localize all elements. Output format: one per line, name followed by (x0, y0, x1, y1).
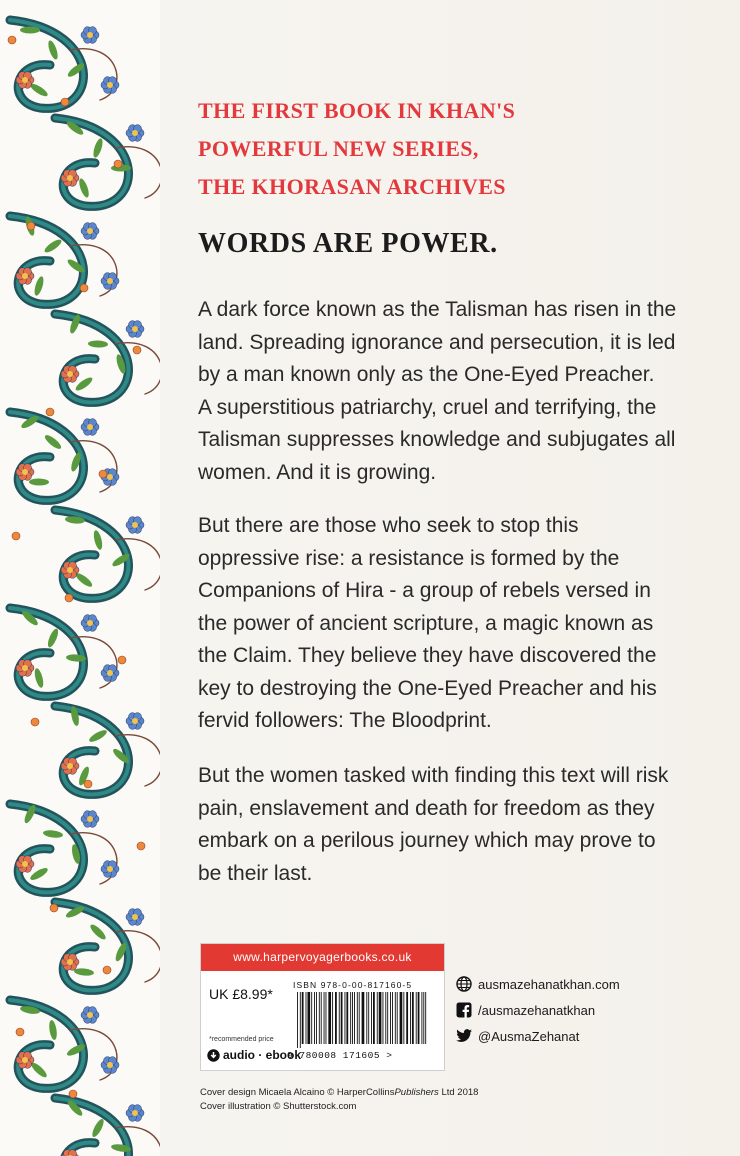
bud (99, 470, 107, 478)
barcode-bar (410, 992, 411, 1044)
blurb-line: But there are those who seek to stop this (198, 514, 579, 537)
flower (101, 77, 119, 94)
barcode-bar (387, 992, 388, 1044)
flower (16, 1052, 34, 1069)
bud (46, 408, 54, 416)
barcode-bar (346, 992, 348, 1044)
barcode-bar (307, 992, 310, 1044)
blurb-paragraph-2 (198, 510, 718, 738)
barcode-bar (319, 992, 320, 1044)
flower (101, 1057, 119, 1074)
barcode-bar (416, 992, 417, 1044)
flower (61, 758, 79, 775)
blurb-line: by a man known only as the One-Eyed Preacher. (198, 363, 655, 386)
barcode-bar (354, 992, 355, 1044)
bud (8, 36, 16, 44)
credit-suffix: Ltd 2018 (438, 1087, 479, 1098)
flower (126, 909, 144, 926)
facebook-icon (456, 1002, 472, 1018)
bud (27, 222, 35, 230)
blurb-line: the Claim. They believe they have discovered the (198, 644, 657, 667)
formats-label (207, 1048, 301, 1062)
barcode (297, 992, 437, 1048)
barcode-bar (395, 992, 396, 1044)
social-website (456, 976, 620, 992)
facebook-text: /ausmazehanatkhan (478, 1002, 596, 1018)
bud (12, 532, 20, 540)
blurb-line: A dark force known as the Talisman has risen in the (198, 298, 677, 321)
blurb-line: fervid followers: The Bloodprint. (198, 709, 492, 732)
bud (103, 966, 111, 974)
flower (126, 125, 144, 142)
barcode-number: 9 780008 171605 > (287, 1050, 393, 1061)
tagline-line: THE FIRST BOOK IN KHAN'S (198, 98, 516, 123)
flower (81, 615, 99, 632)
blurb-line: land. Spreading ignorance and persecution, it is led (198, 330, 676, 354)
blurb-line: pain, enslavement and death for freedom as they (198, 796, 655, 820)
blurb-paragraph-1 (198, 294, 718, 489)
social-twitter (456, 1028, 579, 1044)
flower (16, 72, 34, 89)
bud (61, 98, 69, 106)
barcode-bar (300, 992, 301, 1048)
floral-border-illustration (0, 0, 160, 1156)
flower (126, 713, 144, 730)
flower (81, 223, 99, 240)
blurb-line: A superstitious patriarchy, cruel and terrifying, the (198, 395, 657, 419)
blurb-line: But the women tasked with finding this text will risk (198, 764, 669, 787)
globe-icon (456, 976, 472, 992)
bud (50, 904, 58, 912)
barcode-bar (314, 992, 315, 1044)
barcode-bar (418, 992, 420, 1044)
blurb-line: embark on a perilous journey which may prove to (198, 829, 656, 852)
blurb-line: Talisman suppresses knowledge and subjugates all (198, 428, 676, 451)
flower (126, 1105, 144, 1122)
flower (61, 562, 79, 579)
bud (16, 1028, 24, 1036)
bud (65, 594, 73, 602)
barcode-bar (390, 992, 391, 1044)
bud (80, 284, 88, 292)
flower (101, 273, 119, 290)
barcode-bar (316, 992, 317, 1044)
barcode-bar (345, 992, 346, 1044)
blurb-line: be their last. (198, 861, 313, 885)
barcode-bar (328, 992, 331, 1044)
barcode-bar (311, 992, 312, 1044)
leaf (20, 27, 40, 34)
credit-prefix: Cover design Micaela Alcaino © HarperCollins (200, 1087, 395, 1098)
barcode-bar (326, 992, 327, 1044)
twitter-bird-icon (456, 1028, 472, 1044)
flower (81, 419, 99, 436)
bud (137, 842, 145, 850)
barcode-bar (397, 992, 398, 1044)
barcode-bar (359, 992, 360, 1044)
bud (69, 1090, 77, 1098)
flower (16, 856, 34, 873)
publisher-url: www.harpervoyagerbooks.co.uk (201, 944, 444, 971)
isbn-label: ISBN 978-0-00-817160-5 (293, 980, 413, 990)
flower (101, 665, 119, 682)
bud (133, 346, 141, 354)
barcode-bar (412, 992, 414, 1044)
flower (16, 268, 34, 285)
bud (84, 780, 92, 788)
blurb-line: women. And it is growing. (198, 460, 437, 484)
flower (81, 811, 99, 828)
blurb-paragraph-3 (198, 760, 718, 890)
cover-credit-illustration: Cover illustration © Shutterstock.com (200, 1101, 357, 1112)
twitter-text: @AusmaZehanat (478, 1028, 580, 1044)
barcode-bar (357, 992, 358, 1044)
barcode-bar (368, 992, 369, 1044)
recommended-price-note: *recommended price (209, 1036, 274, 1043)
flower (61, 954, 79, 971)
download-icon (207, 1049, 220, 1062)
barcode-bar (321, 992, 322, 1044)
flower (101, 861, 119, 878)
blurb-line: the power of ancient scripture, a magic known as (198, 611, 654, 635)
barcode-bar (332, 992, 333, 1044)
barcode-bar (421, 992, 422, 1044)
blurb-line: key to destroying the One-Eyed Preacher and his (198, 676, 657, 700)
barcode-bar (403, 992, 404, 1044)
credit-italic: Publishers (394, 1087, 439, 1098)
tagline-line: POWERFUL NEW SERIES, (198, 136, 479, 161)
barcode-bar (302, 992, 304, 1044)
flower (16, 464, 34, 481)
barcode-bar (400, 992, 403, 1044)
barcode-bar (373, 992, 375, 1044)
website-text: ausmazehanatkhan.com (478, 976, 620, 992)
series-tagline (198, 92, 718, 206)
barcode-bar (392, 992, 393, 1044)
flower (61, 170, 79, 187)
flower (126, 517, 144, 534)
tagline-line: THE KHORASAN ARCHIVES (198, 174, 506, 199)
barcode-bar (377, 992, 378, 1044)
barcode-bar (341, 992, 343, 1044)
barcode-bar (383, 992, 384, 1044)
barcode-bar (297, 992, 298, 1048)
barcode-bar (306, 992, 307, 1044)
barcode-bar (385, 992, 386, 1044)
bud (118, 656, 126, 664)
blurb-line: Companions of Hira - a group of rebels versed in (198, 579, 651, 602)
barcode-bar (362, 992, 365, 1044)
barcode-bar (352, 992, 353, 1044)
flower (126, 321, 144, 338)
flower (81, 27, 99, 44)
flower (81, 1007, 99, 1024)
barcode-bar (406, 992, 408, 1044)
bud (114, 160, 122, 168)
barcode-bar (350, 992, 351, 1044)
barcode-bar (324, 992, 325, 1044)
cover-credit-design (200, 1087, 478, 1098)
price: UK £8.99* (209, 986, 273, 1002)
barcode-bar (423, 992, 424, 1044)
blurb-line: oppressive rise: a resistance is formed by the (198, 546, 620, 570)
formats-text: audio · ebook (223, 1048, 301, 1062)
barcode-bar (371, 992, 372, 1044)
barcode-bar (379, 992, 382, 1044)
headline: WORDS ARE POWER. (198, 228, 498, 259)
flower (16, 660, 34, 677)
barcode-bar (339, 992, 340, 1044)
social-facebook (456, 1002, 595, 1018)
bud (31, 718, 39, 726)
flower (61, 366, 79, 383)
barcode-bar (425, 992, 426, 1044)
barcode-bar (335, 992, 337, 1044)
barcode-panel (200, 943, 445, 1071)
barcode-bar (366, 992, 367, 1044)
